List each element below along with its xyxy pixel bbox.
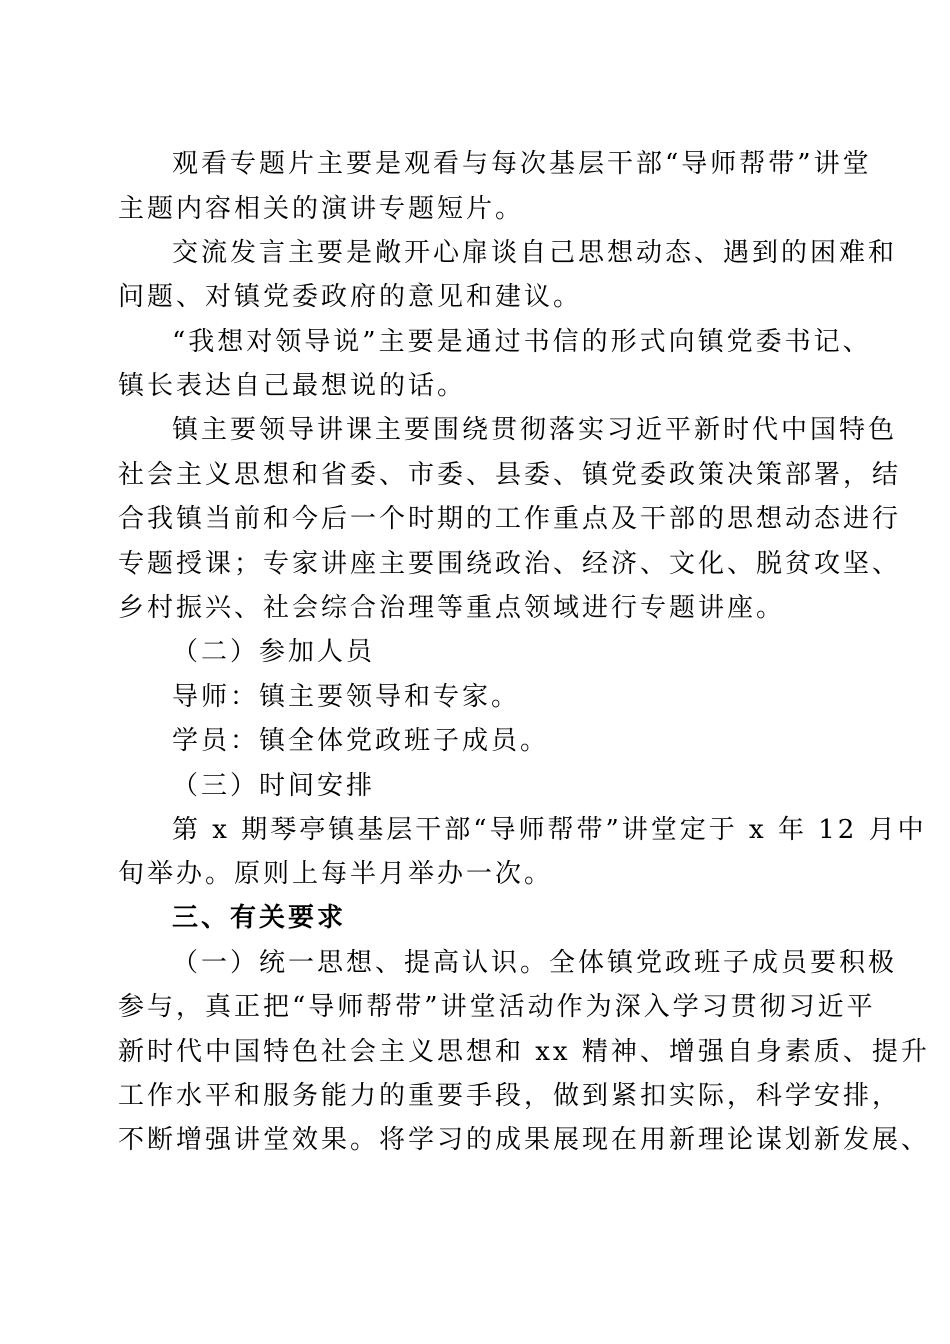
- section-heading: 三、有关要求: [172, 903, 347, 933]
- paragraph-line: （一）统一思想、提高认识。全体镇党政班子成员要积极: [172, 948, 898, 978]
- paragraph-line: 乡村振兴、社会综合治理等重点领域进行专题讲座。: [118, 593, 786, 623]
- paragraph-line: 问题、对镇党委政府的意见和建议。: [118, 282, 583, 312]
- paragraph-line: 参与，真正把“导师帮带”讲堂活动作为深入学习贯彻习近平: [118, 992, 876, 1022]
- paragraph-line: 合我镇当前和今后一个时期的工作重点及干部的思想动态进行: [118, 504, 902, 534]
- subheading: （三）时间安排: [172, 771, 376, 801]
- paragraph-line: 主题内容相关的演讲专题短片。: [118, 194, 525, 224]
- paragraph-line: “我想对领导说”主要是通过书信的形式向镇党委书记、: [172, 327, 872, 357]
- paragraph-line: 学员：镇全体党政班子成员。: [172, 726, 550, 756]
- paragraph-line: 交流发言主要是敞开心扉谈自己思想动态、遇到的困难和: [172, 238, 898, 268]
- paragraph-line: 专题授课；专家讲座主要围绕政治、经济、文化、脱贫攻坚、: [118, 549, 902, 579]
- paragraph-line: 第 x 期琴亭镇基层干部“导师帮带”讲堂定于 x 年 12 月中: [172, 815, 927, 845]
- paragraph-line: 镇长表达自己最想说的话。: [118, 371, 467, 401]
- paragraph-line: 社会主义思想和省委、市委、县委、镇党委政策决策部署，结: [118, 460, 902, 490]
- paragraph-line: 新时代中国特色社会主义思想和 xx 精神、增强自身素质、提升: [118, 1037, 930, 1067]
- subheading: （二）参加人员: [172, 637, 376, 667]
- paragraph-line: 旬举办。原则上每半月举办一次。: [118, 859, 554, 889]
- paragraph-line: 导师：镇主要领导和专家。: [172, 682, 521, 712]
- paragraph-line: 镇主要领导讲课主要围绕贯彻落实习近平新时代中国特色: [172, 415, 898, 445]
- paragraph-line: 不断增强讲堂效果。将学习的成果展现在用新理论谋划新发展、: [118, 1125, 931, 1155]
- paragraph-line: 观看专题片主要是观看与每次基层干部“导师帮带”讲堂: [172, 149, 872, 179]
- paragraph-line: 工作水平和服务能力的重要手段，做到紧扣实际，科学安排，: [118, 1081, 902, 1111]
